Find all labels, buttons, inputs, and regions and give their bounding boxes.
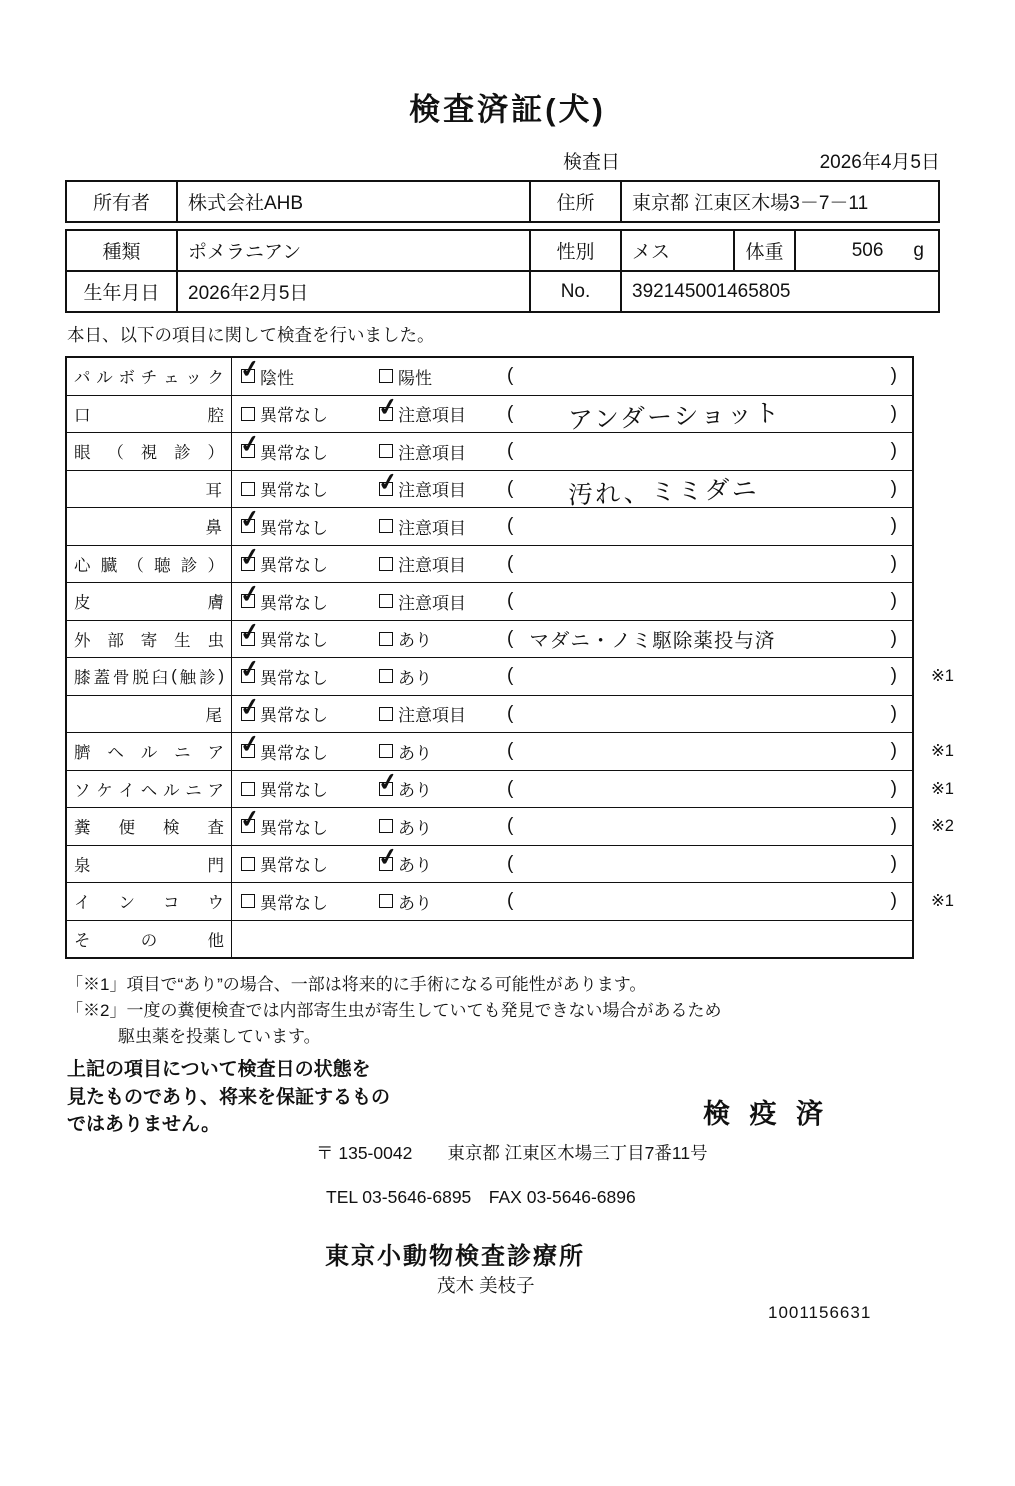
open-paren: ( [507, 590, 514, 612]
open-paren: ( [507, 477, 514, 499]
checkbox-checked [241, 632, 255, 646]
address-value: 東京都 江東区木場3－7－11 [621, 181, 939, 222]
item-label: 皮 膚 [67, 583, 232, 620]
handwritten-comment: アンダーショット [567, 398, 782, 435]
clinic-name: 東京小動物検査診療所 [325, 1243, 585, 1270]
option-2-cell [370, 433, 503, 470]
table-row [66, 230, 939, 271]
weight-label: 体重 [734, 230, 795, 271]
comment-cell [503, 471, 912, 508]
option-1-label: 異常なし [260, 631, 328, 651]
owner-value: 株式会社AHB [177, 181, 530, 222]
checkbox-unchecked [379, 519, 393, 533]
table-row [66, 181, 939, 222]
veterinarian-name: 茂木 美枝子 [437, 1275, 535, 1296]
option-1-cell [232, 696, 370, 733]
open-paren: ( [507, 777, 514, 799]
comment-cell [503, 546, 912, 583]
item-label: 外 部 寄 生 虫 [67, 621, 232, 658]
sex-value: メス [621, 230, 734, 271]
option-2-cell [370, 546, 503, 583]
breed-label: 種類 [66, 230, 177, 271]
close-paren: ) [890, 740, 897, 762]
inspection-table [65, 356, 954, 959]
checkbox-checked [241, 444, 255, 458]
inspection-row [67, 621, 912, 659]
inspection-row [67, 546, 912, 584]
close-paren: ) [890, 552, 897, 574]
reference-mark: ※1 [930, 892, 954, 910]
option-2-cell [370, 508, 503, 545]
option-2-cell [370, 621, 503, 658]
comment-text: マダニ・ノミ駆除薬投与済 [529, 629, 776, 652]
microchip-no-label: No. [530, 271, 621, 312]
checkbox-unchecked [379, 369, 393, 383]
comment-cell [503, 583, 912, 620]
inspection-row [67, 771, 954, 809]
open-paren: ( [507, 515, 514, 537]
close-paren: ) [890, 627, 897, 649]
comment-cell [503, 883, 912, 920]
inspection-row [67, 696, 912, 734]
intro-text: 本日、以下の項目に関して検査を行いました。 [67, 325, 435, 345]
inspection-row [67, 883, 954, 921]
comment-cell [503, 396, 912, 433]
option-1-label: 異常なし [260, 706, 328, 726]
option-1-label: 異常なし [260, 743, 328, 763]
owner-label: 所有者 [66, 181, 177, 222]
close-paren: ) [890, 440, 897, 462]
option-1-cell [232, 883, 370, 920]
option-2-cell [370, 583, 503, 620]
item-label: そ の 他 [67, 921, 232, 958]
comment-cell [503, 508, 912, 545]
checkbox-checked [241, 519, 255, 533]
close-paren: ) [890, 365, 897, 387]
close-paren: ) [890, 777, 897, 799]
option-1-label: 異常なし [260, 668, 328, 688]
note-2: 「※2」一度の糞便検査では内部寄生虫が寄生していても発見できない場合があるため [66, 1001, 722, 1020]
notes-block [66, 972, 721, 1050]
note-2-continued: 駆虫薬を投薬しています。 [118, 1027, 321, 1046]
weight-value: 506 [851, 239, 884, 261]
breed-value: ポメラニアン [177, 230, 530, 271]
checkbox-checked [241, 594, 255, 608]
close-paren: ) [890, 890, 897, 912]
option-2-label: あり [398, 668, 432, 688]
comment-cell [503, 771, 912, 808]
owner-table [65, 180, 940, 223]
item-label: 心 臓 （ 聴 診 ） [67, 546, 232, 583]
option-2-label: あり [398, 743, 432, 763]
checkbox-unchecked [241, 894, 255, 908]
option-2-label: あり [398, 781, 432, 801]
option-2-label: あり [398, 856, 432, 876]
item-label: 臍 ヘ ル ニ ア [67, 733, 232, 770]
checkbox-checked [241, 707, 255, 721]
option-1-label: 異常なし [260, 893, 328, 913]
option-1-cell [232, 546, 370, 583]
open-paren: ( [507, 627, 514, 649]
open-paren: ( [507, 552, 514, 574]
option-2-label: 注意項目 [398, 518, 466, 538]
inspection-row [67, 471, 912, 509]
option-1-cell [232, 621, 370, 658]
checkbox-checked [379, 857, 393, 871]
empty-cell [232, 921, 912, 958]
item-label: ソ ケ イ ヘ ル ニ ア [67, 771, 232, 808]
option-1-cell [232, 358, 370, 395]
inspection-row [67, 583, 912, 621]
option-1-label: 異常なし [260, 781, 328, 801]
option-2-cell [370, 808, 503, 845]
inspection-date-label: 検査日 [563, 152, 621, 173]
comment-cell [503, 621, 912, 658]
checkbox-checked [379, 782, 393, 796]
item-label: 眼 （ 視 診 ） [67, 433, 232, 470]
close-paren: ) [890, 515, 897, 537]
reference-mark: ※1 [930, 742, 954, 760]
checkbox-unchecked [241, 407, 255, 421]
option-1-label: 異常なし [260, 593, 328, 613]
reference-mark: ※1 [930, 779, 954, 798]
inspection-date-value: 2026年4月5日 [819, 152, 940, 173]
option-1-cell [232, 471, 370, 508]
option-2-cell [370, 733, 503, 770]
comment-cell [503, 433, 912, 470]
comment-cell [503, 358, 912, 395]
weight-unit: g [913, 239, 924, 261]
table-row [66, 271, 939, 312]
disclaimer-block [67, 1056, 390, 1139]
birthdate-value: 2026年2月5日 [177, 271, 530, 312]
option-2-label: 陽性 [398, 368, 432, 388]
checkbox-unchecked [379, 632, 393, 646]
option-1-cell [232, 808, 370, 845]
option-2-label: 注意項目 [398, 593, 466, 613]
open-paren: ( [507, 365, 514, 387]
open-paren: ( [507, 852, 514, 874]
inspection-row [67, 508, 912, 546]
option-1-label: 異常なし [260, 818, 328, 838]
checkbox-checked [379, 407, 393, 421]
option-1-label: 異常なし [260, 856, 328, 876]
clinic-tel-fax: TEL 03-5646-6895 FAX 03-5646-6896 [326, 1187, 636, 1207]
clinic-postal-address: 〒 135-0042 東京都 江東区木場三丁目7番11号 [316, 1143, 708, 1163]
handwritten-comment: 汚れ、ミミダニ [567, 474, 760, 510]
inspection-row [67, 808, 954, 846]
disclaimer-line-1: 上記の項目について検査日の状態を [67, 1059, 371, 1080]
address-label: 住所 [530, 181, 621, 222]
checkbox-checked [241, 669, 255, 683]
close-paren: ) [890, 815, 897, 837]
checkbox-checked [241, 744, 255, 758]
close-paren: ) [890, 402, 897, 424]
close-paren: ) [890, 477, 897, 499]
item-label: 泉 門 [67, 846, 232, 883]
open-paren: ( [507, 740, 514, 762]
close-paren: ) [890, 702, 897, 724]
option-2-label: 注意項目 [398, 406, 466, 426]
item-label: パ ル ボ チ ェ ッ ク [67, 358, 232, 395]
option-2-label: 注意項目 [398, 556, 466, 576]
option-2-cell [370, 358, 503, 395]
close-paren: ) [890, 852, 897, 874]
option-2-label: 注意項目 [398, 481, 466, 501]
inspection-row [67, 921, 912, 958]
checkbox-checked [241, 819, 255, 833]
comment-cell [503, 733, 912, 770]
comment-cell [503, 696, 912, 733]
inspection-row [67, 358, 912, 396]
item-label: 糞 便 検 査 [67, 808, 232, 845]
disclaimer-line-2: 見たものであり、将来を保証するもの [67, 1086, 391, 1108]
sex-label: 性別 [530, 230, 621, 271]
open-paren: ( [507, 402, 514, 424]
option-1-label: 異常なし [260, 443, 328, 463]
option-1-label: 異常なし [260, 481, 328, 501]
checkbox-unchecked [379, 557, 393, 571]
checkbox-checked [241, 557, 255, 571]
checkbox-unchecked [241, 782, 255, 796]
checkbox-checked [241, 369, 255, 383]
close-paren: ) [890, 590, 897, 612]
page-title: 検査済証(犬) [409, 92, 606, 127]
option-1-cell [232, 771, 370, 808]
comment-cell [503, 658, 912, 695]
inspection-row [67, 396, 912, 434]
reference-mark: ※1 [930, 667, 954, 685]
comment-cell [503, 846, 912, 883]
checkbox-unchecked [241, 482, 255, 496]
option-2-label: 注意項目 [398, 443, 466, 463]
option-2-label: あり [398, 631, 432, 651]
checkbox-unchecked [379, 444, 393, 458]
option-2-cell [370, 846, 503, 883]
pet-table [65, 229, 940, 313]
item-label: 鼻 [67, 508, 232, 545]
option-1-label: 陰性 [260, 368, 294, 388]
item-label: 耳 [67, 471, 232, 508]
inspection-row [67, 733, 954, 771]
item-label: イ ン コ ウ [67, 883, 232, 920]
option-2-cell [370, 658, 503, 695]
checkbox-unchecked [379, 669, 393, 683]
option-1-cell [232, 583, 370, 620]
option-1-label: 異常なし [260, 556, 328, 576]
option-2-cell [370, 771, 503, 808]
microchip-no-value: 392145001465805 [621, 271, 939, 312]
option-2-label: あり [398, 818, 432, 838]
open-paren: ( [507, 890, 514, 912]
note-1: 「※1」項目で“あり”の場合、一部は将来的に手術になる可能性があります。 [66, 975, 647, 994]
inspection-row [67, 433, 912, 471]
option-2-cell [370, 696, 503, 733]
option-1-cell [232, 846, 370, 883]
option-1-cell [232, 433, 370, 470]
open-paren: ( [507, 702, 514, 724]
option-2-label: 注意項目 [398, 706, 466, 726]
checkbox-unchecked [379, 894, 393, 908]
open-paren: ( [507, 815, 514, 837]
option-1-label: 異常なし [260, 406, 328, 426]
open-paren: ( [507, 665, 514, 687]
checkbox-unchecked [379, 594, 393, 608]
item-label: 口 腔 [67, 396, 232, 433]
option-1-cell [232, 508, 370, 545]
checkbox-unchecked [379, 819, 393, 833]
inspection-row [67, 658, 954, 696]
option-2-cell [370, 471, 503, 508]
birthdate-label: 生年月日 [66, 271, 177, 312]
serial-number: 1001156631 [768, 1303, 872, 1322]
reference-mark: ※2 [930, 817, 954, 835]
checkbox-unchecked [379, 744, 393, 758]
close-paren: ) [890, 665, 897, 687]
option-2-cell [370, 396, 503, 433]
item-label: 膝 蓋 骨 脱 臼 ( 触 診 ) [67, 658, 232, 695]
item-label: 尾 [67, 696, 232, 733]
checkbox-unchecked [379, 707, 393, 721]
checkbox-checked [379, 482, 393, 496]
checkbox-unchecked [241, 857, 255, 871]
inspection-row [67, 846, 912, 884]
option-2-label: あり [398, 893, 432, 913]
quarantine-stamp: 検 疫 済 [703, 1099, 830, 1129]
comment-cell [503, 808, 912, 845]
option-1-cell [232, 733, 370, 770]
disclaimer-line-3: ではありません。 [67, 1114, 221, 1135]
weight-cell [795, 230, 939, 271]
option-1-cell [232, 658, 370, 695]
option-1-cell [232, 396, 370, 433]
option-2-cell [370, 883, 503, 920]
option-1-label: 異常なし [260, 518, 328, 538]
open-paren: ( [507, 440, 514, 462]
